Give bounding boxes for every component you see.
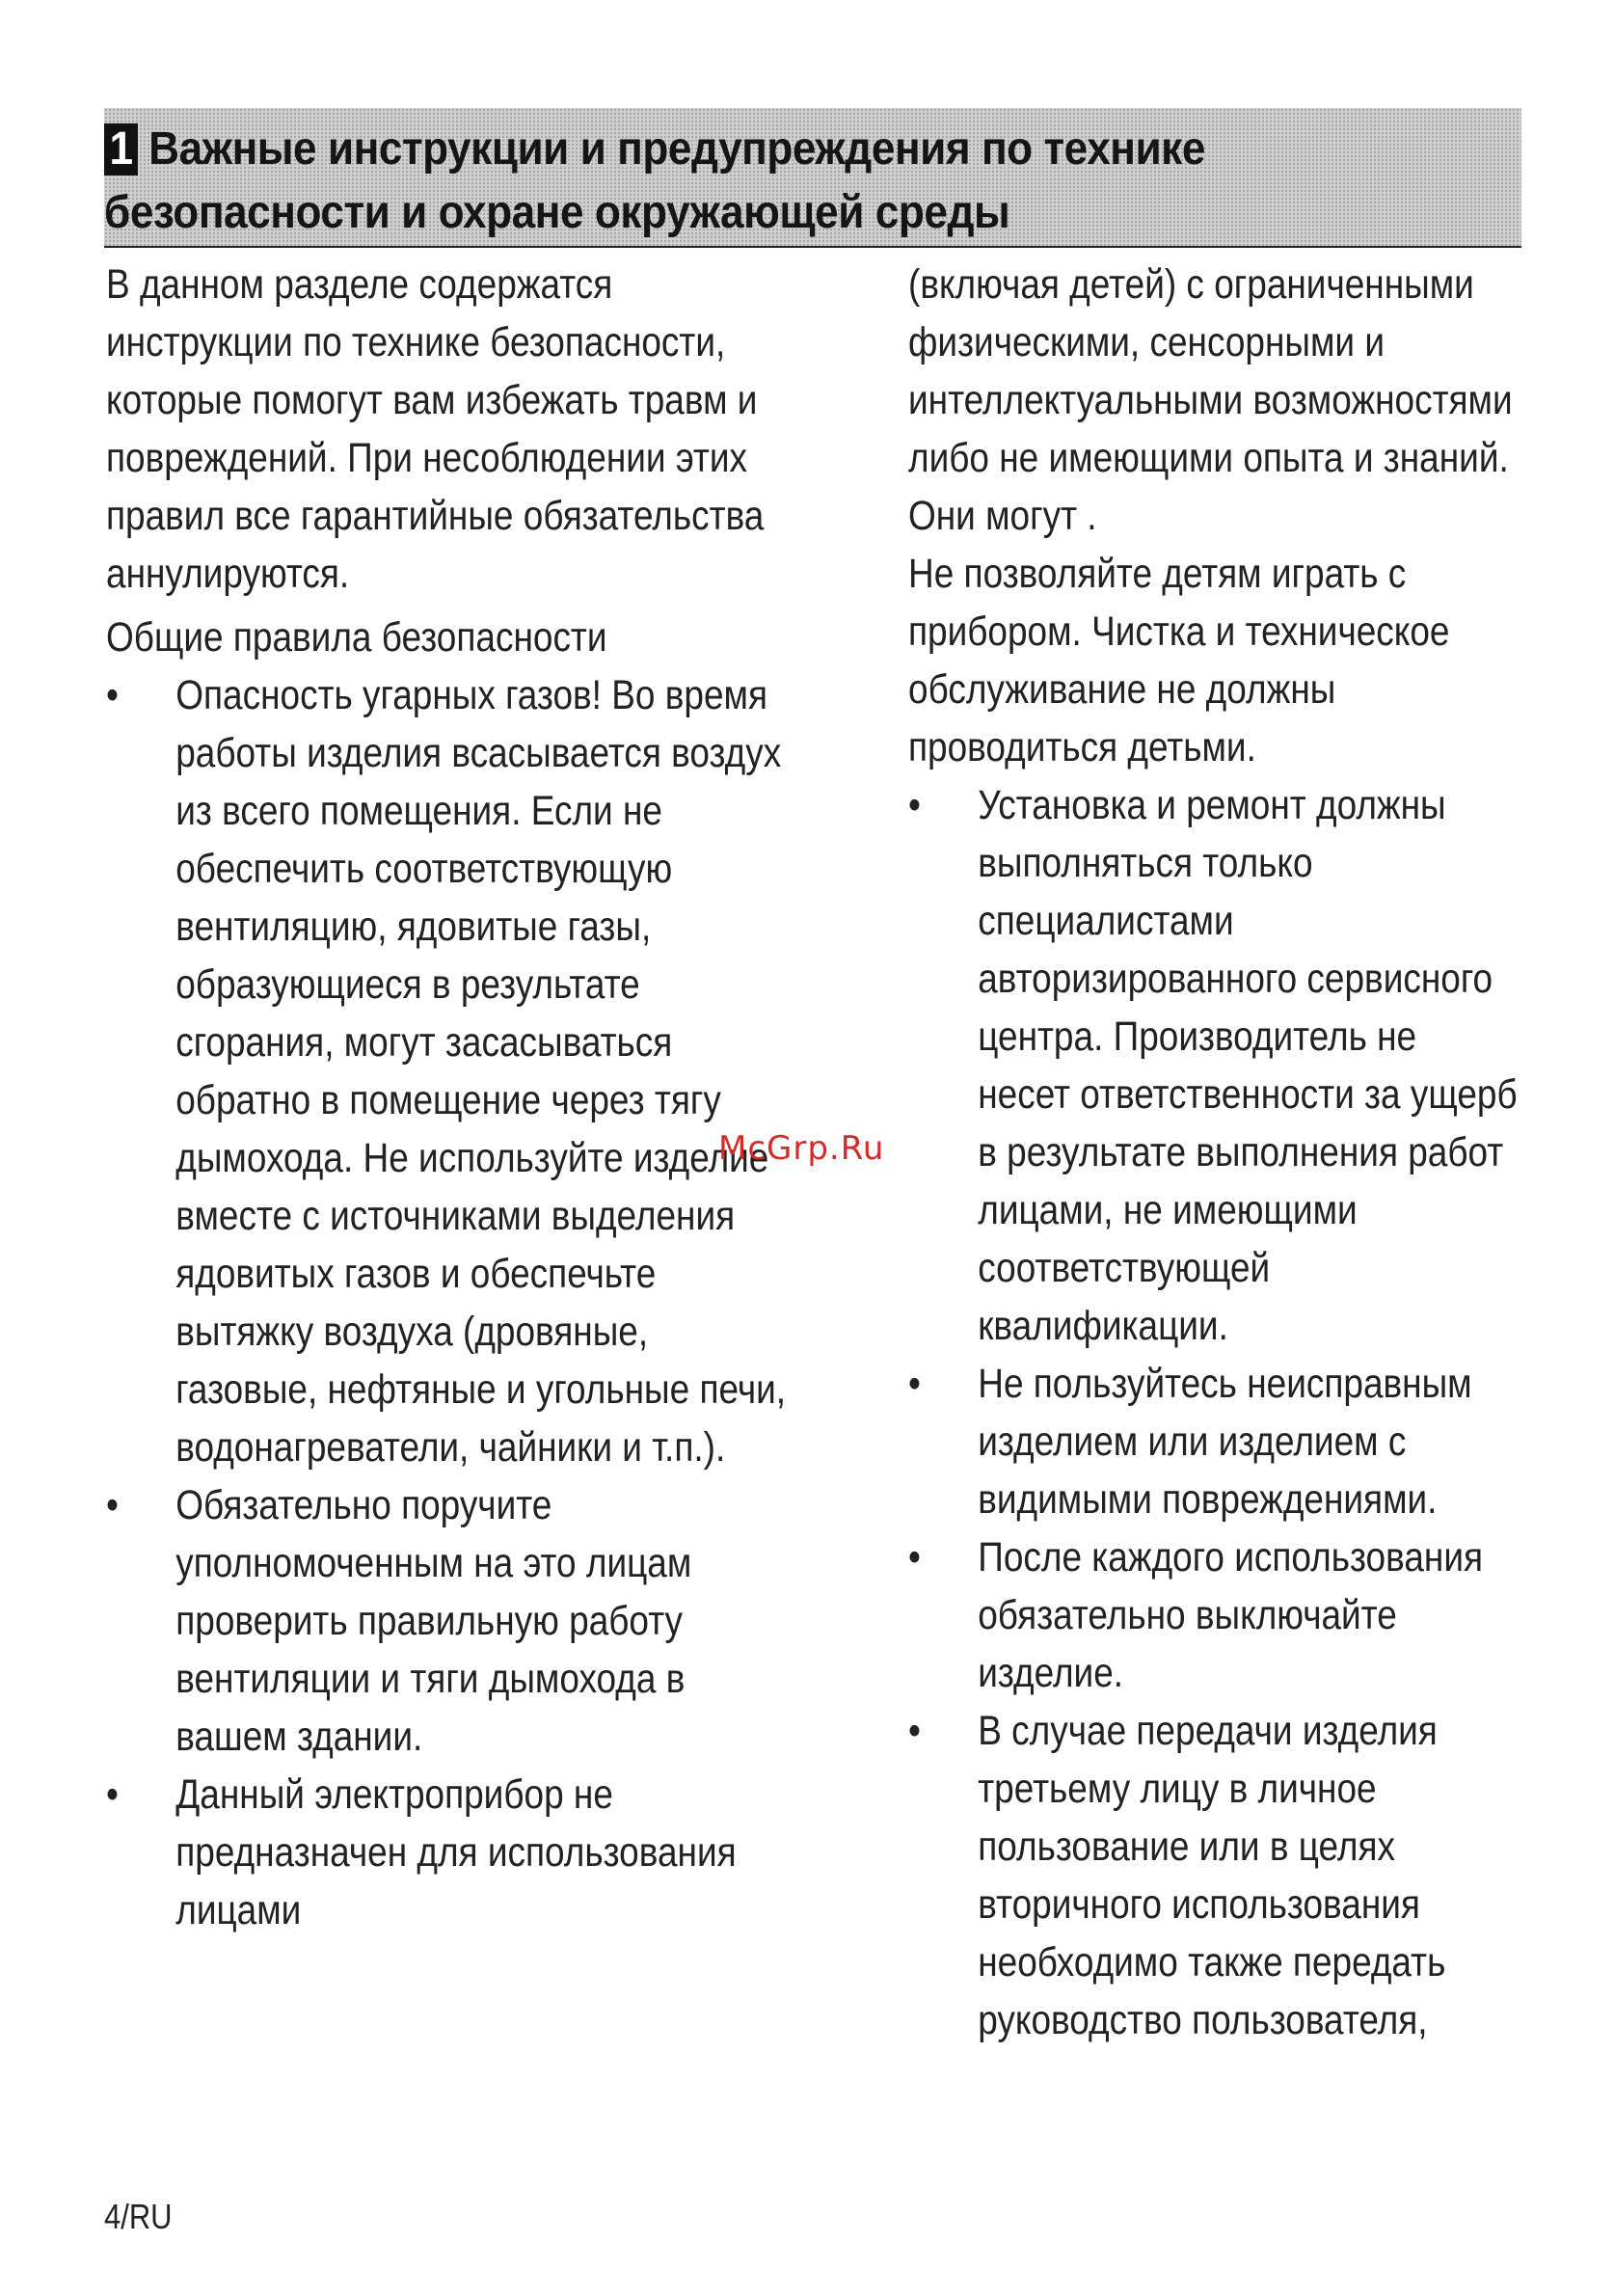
list-item: • Не пользуйтесь неисправным изделием или изделием с видимыми повреждениями. xyxy=(908,1355,1518,1528)
left-bullet-list xyxy=(106,666,798,1939)
list-item: • Обязательно поручите уполномоченным на это лицам проверить правильную работу вентиляции и тяги дымохода в вашем здании. xyxy=(106,1476,798,1766)
continuation-paragraph: (включая детей) с ограниченными физическими, сенсорными и интеллектуальными возможностями либо не имеющими опыта и знаний. Они могут . xyxy=(908,261,1513,539)
list-item: • Данный электроприбор не предназначен для использования лицами xyxy=(106,1766,798,1939)
watermark: McGrp.Ru xyxy=(718,1129,885,1168)
list-item: • После каждого использования обязательно выключайте изделие. xyxy=(908,1528,1518,1702)
children-warning-paragraph: Не позволяйте детям играть с прибором. Чистка и техническое обслуживание не должны проводиться детьми. xyxy=(908,551,1450,770)
page-number: 4/RU xyxy=(104,2197,173,2236)
list-item: • Установка и ремонт должны выполняться только специалистами авторизированного сервисного центра. Производитель не несет ответственности за ущерб в результате выполнения работ лицами, не имеющими соответствующей квалификации. xyxy=(908,776,1518,1355)
left-column xyxy=(106,256,798,1939)
general-safety-subheading: Общие правила безопасности xyxy=(106,614,607,661)
list-item: • Опасность угарных газов! Во время работы изделия всасывается воздух из всего помещения. Если не обеспечить соответствующую вентиляцию, ядовитые газы, образующиеся в результате сгорания, могут засасываться обратно в помещение через тягу дымохода. Не используйте изделие вместе с источниками выделения ядовитых газов и обеспечьте вытяжку воздуха (дровяные, газовые, нефтяные и угольные печи, водонагреватели, чайники и т.п.). xyxy=(106,666,798,1476)
section-title-text: Важные инструкции и предупреждения по технике безопасности и охране окружающей среды xyxy=(104,123,1205,238)
list-item: • В случае передачи изделия третьему лицу в личное пользование или в целях вторичного использования необходимо также передать руководство пользователя, xyxy=(908,1702,1518,2049)
section-title xyxy=(104,118,1399,245)
section-number-badge: 1 xyxy=(104,123,138,176)
intro-paragraph: В данном разделе содержатся инструкции по технике безопасности, которые помогут вам избежать травм и повреждений. При несоблюдении этих правил все гарантийные обязательства аннулируются. xyxy=(106,261,765,597)
right-column xyxy=(908,256,1518,2049)
right-bullet-list xyxy=(908,776,1518,2049)
